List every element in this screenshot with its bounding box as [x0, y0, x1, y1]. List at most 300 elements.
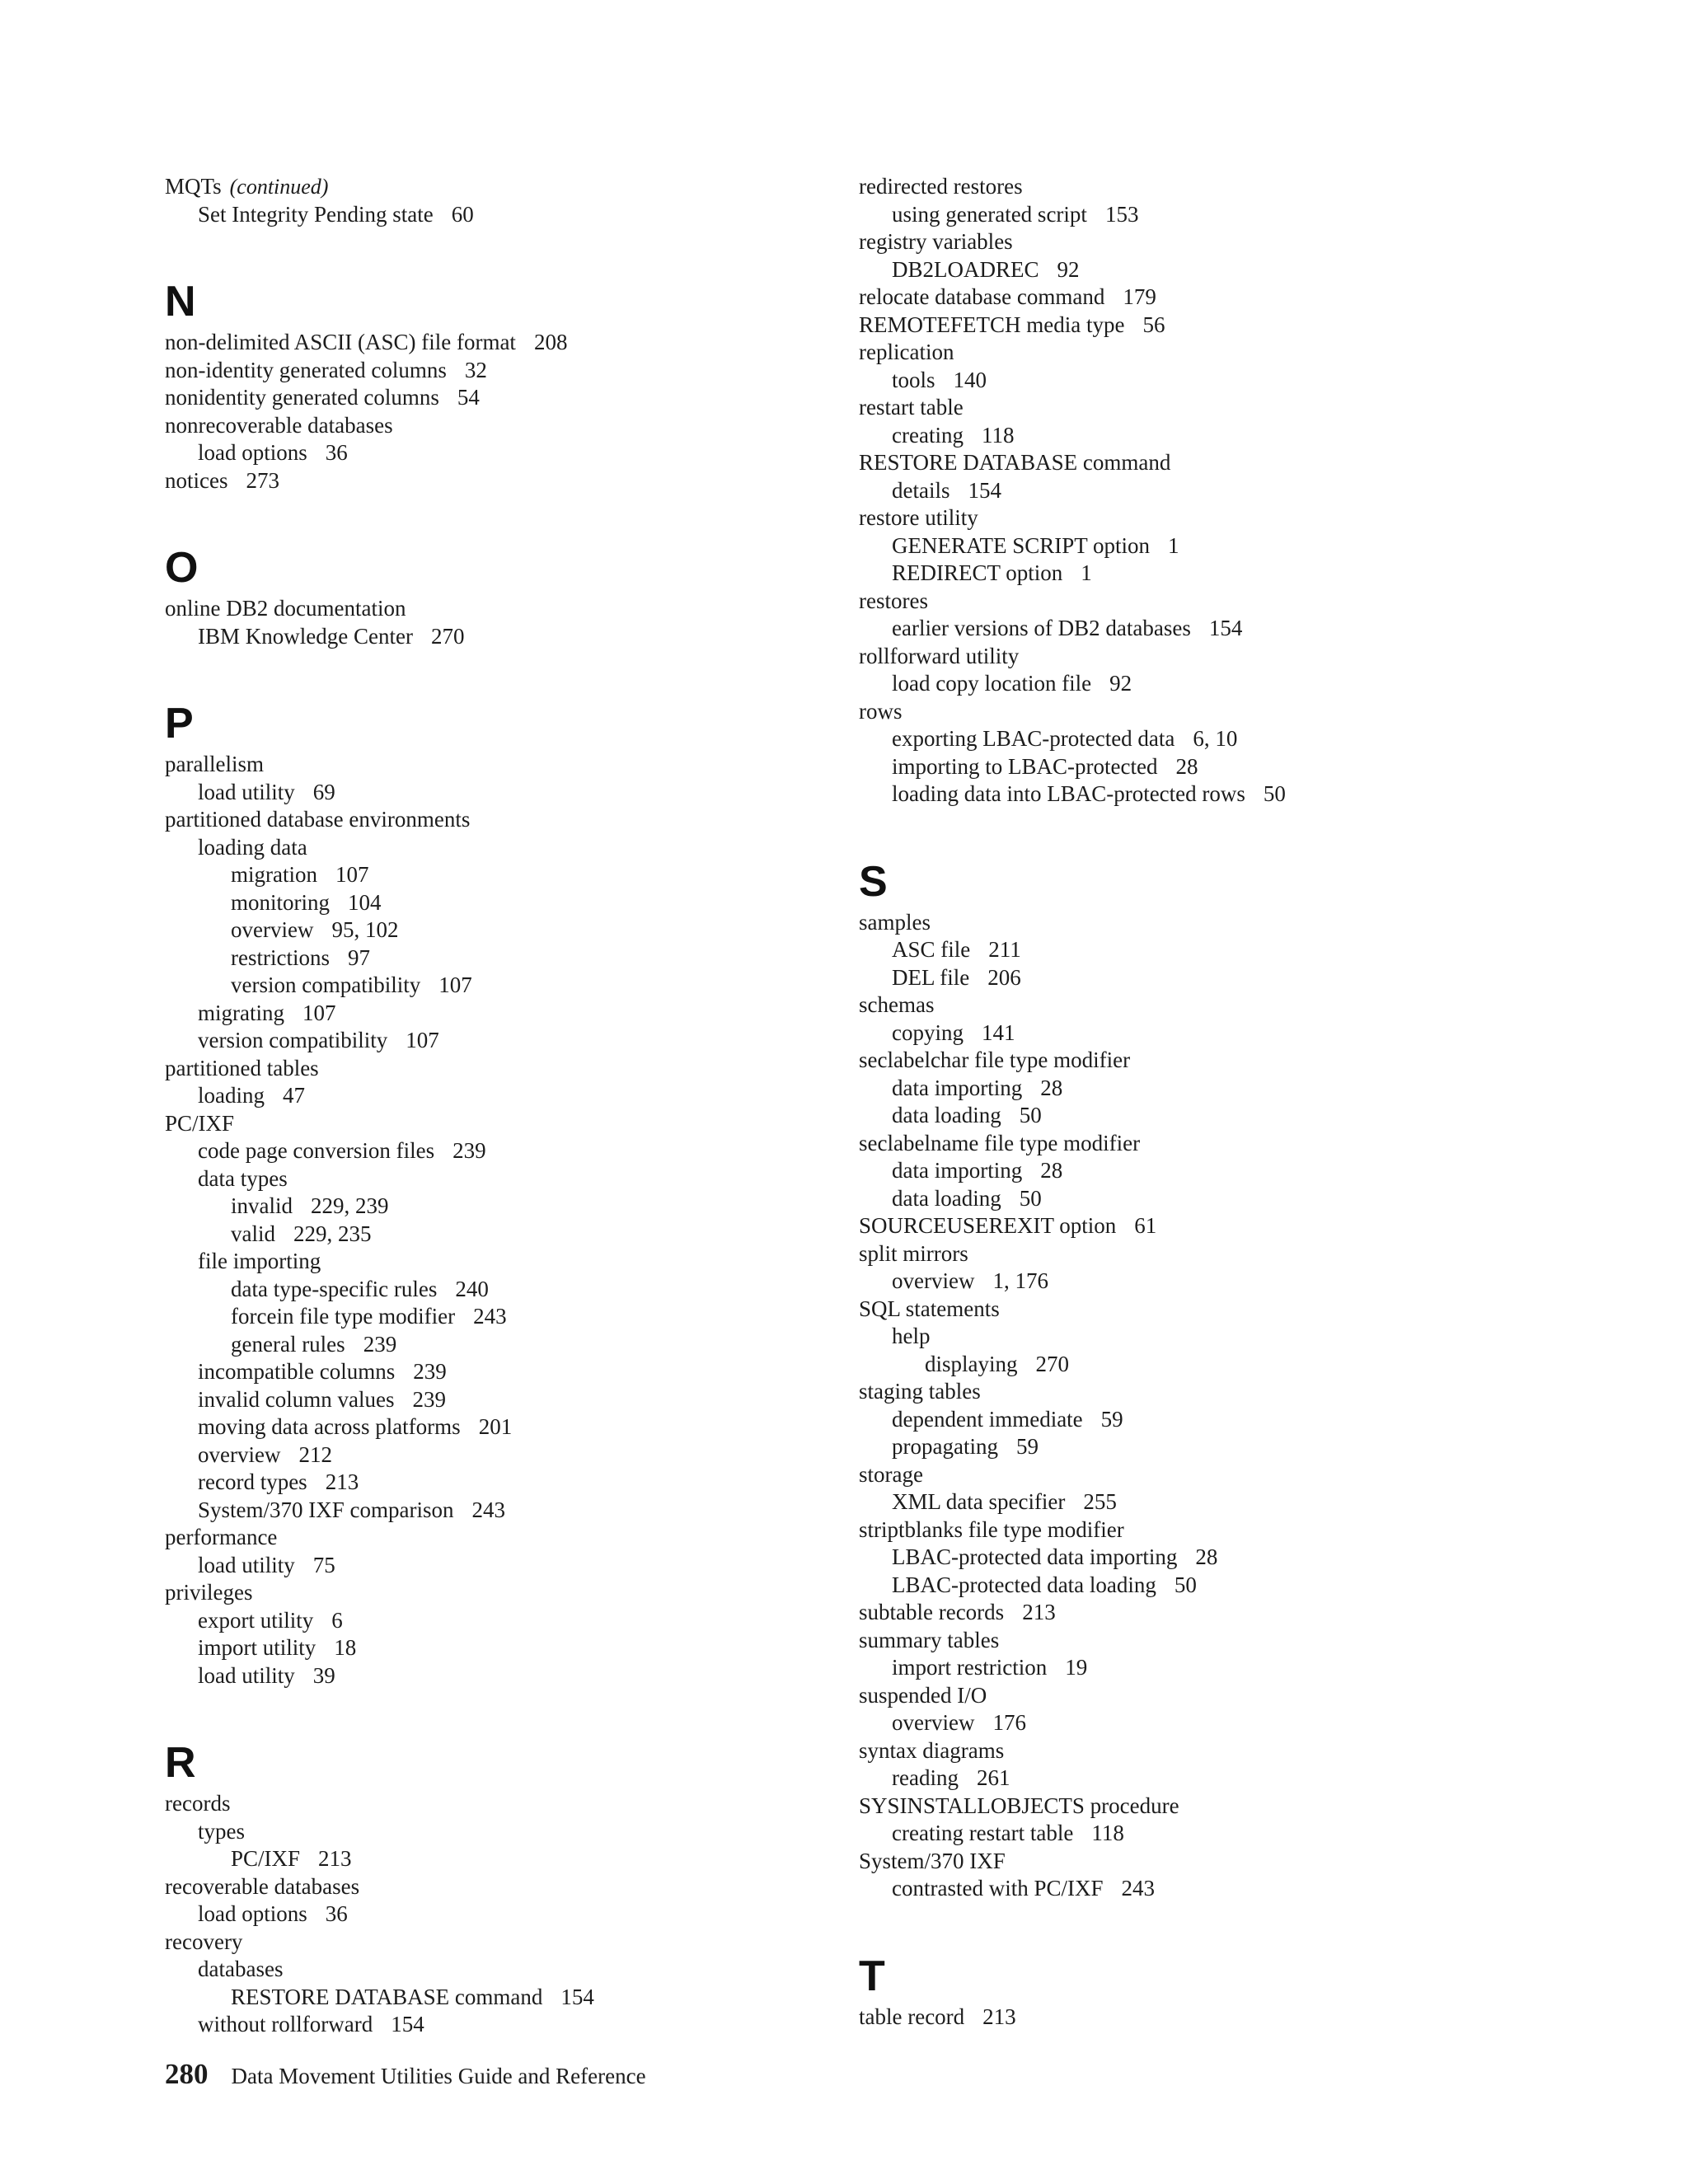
entry-page-ref[interactable]: 243 — [473, 1304, 507, 1329]
entry-term: non-identity generated columns — [165, 357, 447, 382]
entry-term: REDIRECT option — [892, 560, 1063, 585]
page-footer — [165, 2058, 646, 2091]
entry-page-ref[interactable]: 154 — [968, 477, 1001, 503]
entry-page-ref[interactable]: 18 — [334, 1635, 357, 1660]
entry-term: PC/IXF — [231, 1846, 301, 1871]
index-entry — [859, 1875, 1551, 1903]
index-entry — [859, 339, 1551, 367]
entry-term: overview — [892, 1710, 975, 1735]
index-entry — [165, 1579, 857, 1607]
entry-term: ASC file — [892, 937, 971, 962]
entry-page-ref[interactable]: 47 — [283, 1083, 305, 1108]
entry-page-ref[interactable]: 211 — [988, 937, 1021, 962]
entry-term: version compatibility — [198, 1028, 388, 1052]
entry-page-ref[interactable]: 61 — [1134, 1213, 1157, 1238]
index-entry — [165, 861, 857, 889]
entry-page-ref[interactable]: 212 — [298, 1441, 332, 1467]
entry-page-ref[interactable]: 95, 102 — [331, 917, 399, 942]
index-entry — [859, 643, 1551, 671]
index-entry — [165, 384, 857, 412]
entry-page-ref[interactable]: 239 — [452, 1138, 486, 1163]
index-section — [859, 173, 1551, 808]
section-letter-heading: R — [165, 1739, 196, 1787]
entry-page-ref[interactable]: 6 — [331, 1607, 343, 1633]
entry-page-ref[interactable]: 1, 176 — [992, 1268, 1048, 1293]
index-entry — [165, 412, 857, 440]
index-entry — [859, 1047, 1551, 1075]
index-entry — [859, 312, 1551, 340]
entry-term: tools — [892, 367, 935, 392]
entry-term: SQL statements — [859, 1296, 1000, 1321]
index-entry — [859, 1433, 1551, 1461]
entry-term: overview — [198, 1441, 281, 1467]
entry-page-ref[interactable]: 179 — [1123, 284, 1156, 309]
entry-term: RESTORE DATABASE command — [859, 450, 1171, 475]
index-section — [859, 1954, 1551, 2032]
entry-page-ref[interactable]: 1 — [1168, 532, 1179, 558]
entry-term: restart table — [859, 395, 964, 419]
entry-term: partitioned database environments — [165, 807, 471, 832]
index-entry — [165, 1137, 857, 1165]
index-entry — [859, 1572, 1551, 1600]
section-letter-heading: P — [165, 700, 194, 748]
entry-page-ref[interactable]: 270 — [430, 623, 465, 649]
entry-page-ref[interactable]: 154 — [560, 1984, 594, 2009]
index-entry — [165, 916, 857, 944]
entry-term: data importing — [892, 1158, 1023, 1183]
entry-page-ref[interactable]: 201 — [478, 1414, 513, 1439]
entry-page-ref[interactable]: 50 — [1019, 1185, 1042, 1211]
index-entry — [165, 357, 857, 385]
index-entry — [859, 1709, 1551, 1737]
entry-page-ref[interactable]: 261 — [976, 1765, 1010, 1790]
entry-term: reading — [892, 1765, 959, 1790]
index-entry — [859, 1212, 1551, 1240]
index-entry — [859, 560, 1551, 588]
index-entry — [165, 1248, 857, 1276]
entry-term: incompatible columns — [198, 1359, 396, 1384]
index-entry — [859, 936, 1551, 964]
index-entry — [859, 991, 1551, 1019]
entry-term: load utility — [198, 1662, 295, 1688]
entry-page-ref[interactable]: 141 — [982, 1019, 1015, 1045]
entry-page-ref[interactable]: 19 — [1065, 1655, 1088, 1680]
index-entry — [859, 753, 1551, 781]
entry-page-ref[interactable]: 176 — [992, 1710, 1026, 1735]
index-entry — [165, 944, 857, 972]
entry-page-ref[interactable]: 255 — [1083, 1489, 1117, 1514]
index-section — [165, 279, 857, 494]
section-letter-heading: T — [859, 1952, 885, 2000]
entry-page-ref[interactable]: 97 — [347, 944, 370, 970]
entry-page-ref[interactable]: 92 — [1109, 671, 1132, 696]
entry-term: loading data — [198, 834, 307, 860]
entry-term: seclabelname file type modifier — [859, 1130, 1141, 1155]
section-letter-heading: S — [859, 857, 888, 906]
index-entry — [859, 1323, 1551, 1351]
entry-term: IBM Knowledge Center — [198, 623, 413, 649]
entry-term: REMOTEFETCH media type — [859, 312, 1125, 337]
entry-term: DB2LOADREC — [892, 256, 1039, 282]
entry-term: data type-specific rules — [231, 1276, 438, 1301]
index-entry — [859, 1019, 1551, 1047]
index-column-right — [859, 173, 1551, 2082]
index-entry — [165, 1790, 857, 1818]
index-entry — [859, 1351, 1551, 1379]
index-entry — [859, 1157, 1551, 1185]
entry-term: load utility — [198, 1552, 295, 1577]
index-entry — [165, 1303, 857, 1331]
index-entry — [165, 1276, 857, 1304]
index-entry — [859, 780, 1551, 808]
entry-term: monitoring — [231, 889, 330, 915]
entry-term: staging tables — [859, 1379, 981, 1404]
index-entry — [859, 615, 1551, 643]
index-section — [165, 546, 857, 650]
entry-page-ref[interactable]: 28 — [1040, 1075, 1063, 1100]
index-entry — [165, 1110, 857, 1138]
entry-term: partitioned tables — [165, 1055, 319, 1080]
book-title: Data Movement Utilities Guide and Reference — [231, 2064, 646, 2088]
index-section — [859, 857, 1551, 1903]
index-entry — [165, 1358, 857, 1386]
index-column-left — [165, 173, 857, 2090]
entry-term: overview — [892, 1268, 975, 1293]
entry-term: exporting LBAC-protected data — [892, 726, 1175, 751]
entry-page-ref[interactable]: 243 — [1121, 1876, 1155, 1900]
index-entry — [859, 422, 1551, 450]
entry-term: Set Integrity Pending state — [198, 201, 434, 227]
index-entry — [165, 2011, 857, 2039]
index-entry — [165, 1929, 857, 1957]
entry-page-ref[interactable]: 140 — [953, 367, 987, 392]
entry-page-ref[interactable]: 59 — [1015, 1434, 1039, 1459]
entry-term: forcein file type modifier — [231, 1304, 456, 1329]
entry-term: privileges — [165, 1580, 253, 1605]
entry-page-ref[interactable]: 92 — [1057, 256, 1080, 282]
index-entry — [165, 1413, 857, 1441]
entry-term: general rules — [231, 1331, 345, 1357]
entry-term: System/370 IXF — [859, 1848, 1006, 1873]
entry-term: details — [892, 477, 950, 503]
entry-page-ref[interactable]: 239 — [363, 1331, 397, 1357]
entry-term: data types — [198, 1165, 288, 1191]
index-entry — [859, 2004, 1551, 2032]
index-entry — [165, 1634, 857, 1662]
entry-term: data loading — [892, 1185, 1001, 1211]
entry-page-ref[interactable]: 213 — [1022, 1600, 1056, 1624]
index-entry — [165, 1331, 857, 1359]
index-entry — [165, 1900, 857, 1929]
index-entry — [165, 439, 857, 467]
entry-term: load options — [198, 440, 307, 465]
index-entry — [859, 964, 1551, 992]
index-entry — [859, 1268, 1551, 1296]
index-entry — [165, 972, 857, 1000]
entry-page-ref[interactable]: 107 — [438, 972, 472, 997]
index-entry — [859, 201, 1551, 229]
entry-page-ref[interactable]: 118 — [981, 422, 1015, 448]
entry-term: records — [165, 1791, 231, 1816]
index-entry — [859, 1075, 1551, 1103]
index-entry — [859, 725, 1551, 753]
index-entry — [859, 698, 1551, 726]
entry-page-ref[interactable]: 75 — [312, 1552, 335, 1577]
entry-page-ref[interactable]: 213 — [318, 1846, 352, 1871]
entry-term: help — [892, 1324, 931, 1348]
entry-page-ref[interactable]: 60 — [451, 201, 474, 227]
entry-term: migrating — [198, 1000, 284, 1025]
entry-term: import utility — [198, 1635, 316, 1660]
index-section — [165, 701, 857, 1690]
entry-page-ref[interactable]: 32 — [464, 357, 487, 382]
entry-page-ref[interactable]: 154 — [391, 2012, 424, 2036]
index-entry — [859, 1240, 1551, 1268]
index-entry — [165, 1193, 857, 1221]
entry-term: databases — [198, 1957, 284, 1981]
entry-term: moving data across platforms — [198, 1414, 461, 1439]
entry-term: GENERATE SCRIPT option — [892, 532, 1151, 558]
entry-term: replication — [859, 340, 954, 364]
entry-page-ref[interactable]: 36 — [325, 1901, 348, 1926]
section-letter-heading: N — [165, 278, 196, 326]
entry-page-ref[interactable]: 36 — [325, 440, 348, 465]
entry-term: nonrecoverable databases — [165, 412, 393, 438]
entry-term: data loading — [892, 1103, 1001, 1127]
entry-term: recovery — [165, 1929, 243, 1954]
index-entry — [859, 1848, 1551, 1876]
index-entry — [165, 806, 857, 834]
index-entry — [859, 1378, 1551, 1406]
entry-page-ref[interactable]: 213 — [982, 2004, 1016, 2029]
entry-term: DEL file — [892, 964, 970, 990]
entry-term: contrasted with PC/IXF — [892, 1876, 1104, 1900]
index-entry — [859, 1820, 1551, 1848]
entry-term: SYSINSTALLOBJECTS procedure — [859, 1793, 1179, 1818]
entry-page-ref[interactable]: 50 — [1263, 781, 1286, 806]
entry-page-ref[interactable]: 118 — [1091, 1821, 1124, 1845]
continued-note: (continued) — [229, 175, 329, 199]
index-entry — [859, 1599, 1551, 1627]
index-entry — [859, 1102, 1551, 1130]
index-entry — [165, 173, 857, 201]
entry-term: recoverable databases — [165, 1873, 360, 1899]
entry-term: seclabelchar file type modifier — [859, 1047, 1131, 1072]
index-entry — [859, 477, 1551, 505]
index-entry — [859, 1544, 1551, 1572]
entry-term: displaying — [925, 1351, 1018, 1376]
entry-page-ref[interactable]: 154 — [1208, 616, 1243, 640]
entry-term: System/370 IXF comparison — [198, 1497, 454, 1522]
entry-page-ref[interactable]: 39 — [312, 1662, 335, 1688]
entry-page-ref[interactable]: 28 — [1040, 1158, 1063, 1183]
index-entry — [165, 1000, 857, 1028]
entry-term: LBAC-protected data importing — [892, 1544, 1178, 1569]
index-entry — [165, 467, 857, 495]
entry-page-ref[interactable]: 69 — [312, 779, 335, 804]
entry-term: relocate database command — [859, 284, 1105, 309]
index-entry — [165, 1055, 857, 1083]
entry-term: creating — [892, 422, 964, 448]
index-entry — [859, 1130, 1551, 1158]
entry-page-ref[interactable]: 153 — [1104, 201, 1139, 227]
entry-term: restores — [859, 588, 928, 613]
index-entry — [859, 394, 1551, 422]
index-section — [165, 173, 857, 228]
entry-page-ref[interactable]: 273 — [246, 467, 279, 493]
index-entry — [165, 1524, 857, 1552]
index-entry — [859, 1793, 1551, 1821]
entry-term: migration — [231, 862, 317, 887]
index-entry — [859, 449, 1551, 477]
index-entry — [165, 1027, 857, 1055]
entry-term: rows — [859, 698, 903, 724]
entry-term: file importing — [198, 1249, 321, 1273]
index-entry — [165, 1662, 857, 1690]
entry-page-ref[interactable]: 1 — [1081, 560, 1092, 585]
index-entry — [165, 1497, 857, 1525]
index-entry — [859, 367, 1551, 395]
entry-term: load options — [198, 1901, 307, 1926]
entry-page-ref[interactable]: 206 — [987, 964, 1021, 990]
entry-term: valid — [231, 1221, 275, 1246]
index-entry — [165, 1552, 857, 1580]
entry-term: syntax diagrams — [859, 1737, 1005, 1763]
entry-term: without rollforward — [198, 2012, 373, 2036]
index-entry — [165, 1165, 857, 1193]
index-entry — [859, 1185, 1551, 1213]
entry-page-ref[interactable]: 56 — [1142, 312, 1165, 337]
entry-page-ref[interactable]: 28 — [1195, 1544, 1218, 1569]
index-entry — [165, 1873, 857, 1901]
entry-term: PC/IXF — [165, 1110, 235, 1136]
entry-page-ref[interactable]: 107 — [302, 1000, 336, 1025]
entry-term: invalid column values — [198, 1386, 395, 1412]
entry-term: restrictions — [231, 944, 330, 970]
index-entry — [859, 1488, 1551, 1516]
entry-page-ref[interactable]: 28 — [1175, 753, 1198, 779]
entry-page-ref[interactable]: 229, 239 — [311, 1193, 389, 1218]
entry-page-ref[interactable]: 239 — [412, 1386, 446, 1412]
index-entry — [859, 1737, 1551, 1765]
entry-term: importing to LBAC-protected — [892, 753, 1158, 779]
entry-page-ref[interactable]: 239 — [413, 1359, 447, 1384]
index-entry — [859, 588, 1551, 616]
entry-term: parallelism — [165, 752, 264, 776]
entry-term: summary tables — [859, 1627, 1000, 1652]
index-entry — [859, 228, 1551, 256]
entry-term: data importing — [892, 1075, 1023, 1100]
entry-term: notices — [165, 467, 228, 493]
entry-term: export utility — [198, 1607, 314, 1633]
entry-term: load utility — [198, 779, 295, 804]
index-entry — [165, 751, 857, 779]
entry-term: RESTORE DATABASE command — [231, 1984, 543, 2009]
entry-term: online DB2 documentation — [165, 596, 406, 621]
index-entry — [165, 1818, 857, 1846]
entry-term: table record — [859, 2004, 965, 2029]
entry-term: record types — [198, 1469, 307, 1494]
entry-page-ref[interactable]: 213 — [325, 1469, 359, 1494]
entry-page-ref[interactable]: 208 — [533, 330, 568, 354]
entry-term: overview — [231, 917, 314, 942]
index-entry — [165, 779, 857, 807]
entry-page-ref[interactable]: 6, 10 — [1193, 726, 1238, 751]
index-entry — [165, 834, 857, 862]
index-entry — [859, 1516, 1551, 1544]
index-entry — [859, 1654, 1551, 1682]
index-entry — [859, 670, 1551, 698]
index-entry — [165, 1845, 857, 1873]
entry-page-ref[interactable]: 243 — [471, 1497, 505, 1522]
index-entry — [165, 1984, 857, 2012]
entry-term: SOURCEUSEREXIT option — [859, 1213, 1117, 1238]
entry-term: version compatibility — [231, 972, 421, 997]
index-entry — [165, 889, 857, 917]
entry-page-ref[interactable]: 54 — [457, 385, 480, 410]
entry-term: suspended I/O — [859, 1682, 987, 1708]
entry-term: performance — [165, 1525, 278, 1549]
entry-term: copying — [892, 1019, 964, 1045]
entry-term: dependent immediate — [892, 1406, 1083, 1432]
index-entry — [859, 909, 1551, 937]
index-entry — [859, 1461, 1551, 1489]
index-entry — [859, 1627, 1551, 1655]
entry-term: code page conversion files — [198, 1138, 435, 1163]
entry-page-ref[interactable]: 107 — [406, 1028, 439, 1052]
entry-page-ref[interactable]: 240 — [455, 1276, 489, 1301]
index-entry — [165, 623, 857, 651]
entry-term: LBAC-protected data loading — [892, 1572, 1156, 1597]
index-entry — [165, 329, 857, 357]
index-entry — [165, 1956, 857, 1984]
index-entry — [859, 1406, 1551, 1434]
entry-page-ref[interactable]: 50 — [1174, 1572, 1197, 1597]
entry-term: restore utility — [859, 505, 978, 530]
entry-page-ref[interactable]: 229, 235 — [293, 1221, 372, 1246]
entry-page-ref[interactable]: 50 — [1019, 1103, 1042, 1127]
index-entry — [165, 1469, 857, 1497]
index-entry — [165, 1221, 857, 1249]
entry-term: nonidentity generated columns — [165, 385, 439, 410]
entry-term: XML data specifier — [892, 1489, 1066, 1514]
index-entry — [859, 532, 1551, 560]
entry-term: samples — [859, 909, 931, 935]
entry-term: non-delimited ASCII (ASC) file format — [165, 330, 516, 354]
page-number: 280 — [165, 2058, 209, 2090]
entry-term: MQTs — [165, 174, 222, 199]
entry-page-ref[interactable]: 270 — [1035, 1351, 1069, 1376]
index-entry — [859, 256, 1551, 284]
entry-page-ref[interactable]: 104 — [348, 889, 382, 915]
index-entry — [165, 1441, 857, 1469]
entry-term: registry variables — [859, 229, 1013, 254]
entry-page-ref[interactable]: 107 — [335, 862, 369, 887]
entry-term: subtable records — [859, 1600, 1005, 1624]
index-entry — [859, 504, 1551, 532]
entry-term: creating restart table — [892, 1821, 1074, 1845]
entry-term: loading data into LBAC-protected rows — [892, 781, 1245, 806]
section-letter-heading: O — [165, 544, 199, 592]
index-entry — [165, 1607, 857, 1635]
entry-term: load copy location file — [892, 671, 1092, 696]
index-entry — [859, 1765, 1551, 1793]
entry-term: earlier versions of DB2 databases — [892, 616, 1191, 640]
entry-page-ref[interactable]: 59 — [1100, 1406, 1123, 1432]
entry-term: striptblanks file type modifier — [859, 1516, 1124, 1542]
index-entry — [859, 1682, 1551, 1710]
entry-term: import restriction — [892, 1655, 1048, 1680]
